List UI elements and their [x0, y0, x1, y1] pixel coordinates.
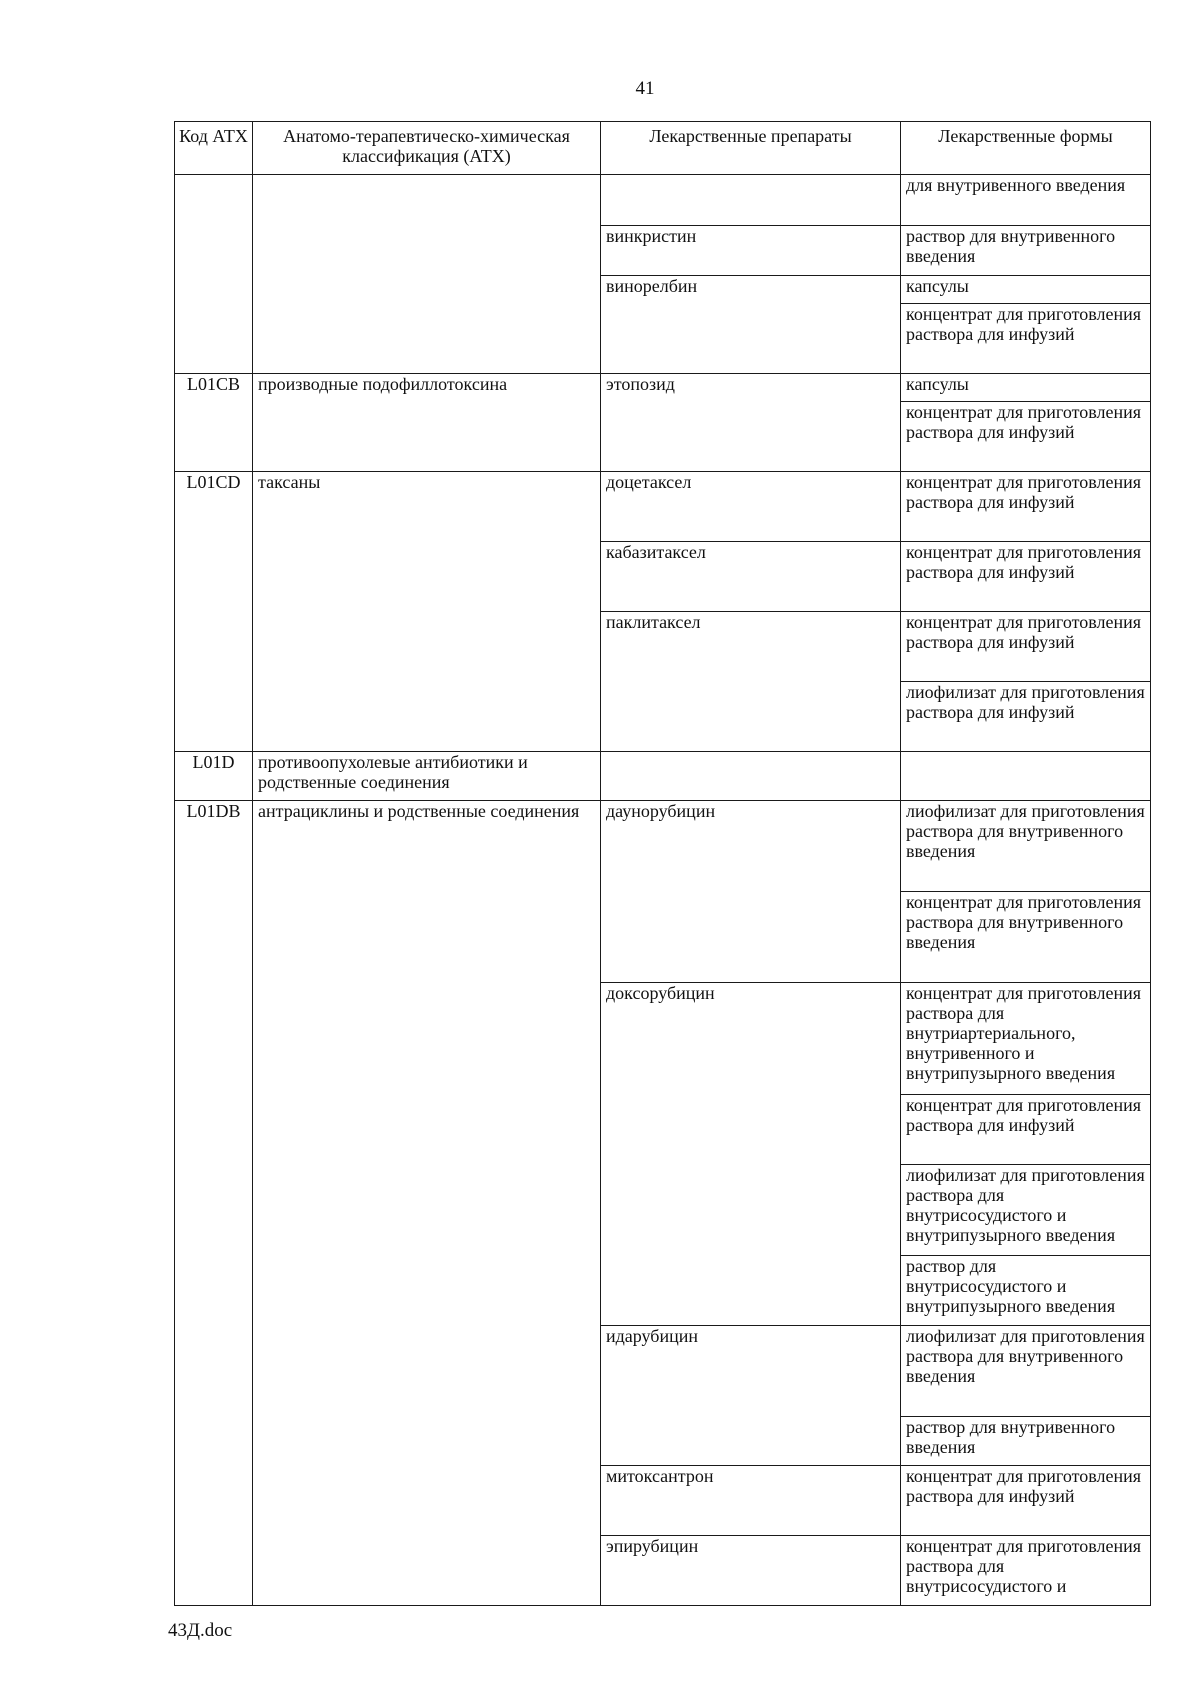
cell-drug: паклитаксел [601, 612, 901, 752]
header-code: Код АТХ [175, 122, 253, 175]
cell-form: концентрат для приготовления раствора для инфузий [901, 402, 1151, 472]
cell-classification: противоопухолевые антибиотики и родственные соединения [253, 752, 601, 801]
cell-drug: винкристин [601, 226, 901, 276]
header-forms: Лекарственные формы [901, 122, 1151, 175]
atx-table [174, 121, 1151, 1606]
cell-form: раствор для внутривенного введения [901, 226, 1151, 276]
cell-drug: идарубицин [601, 1326, 901, 1466]
table-row [175, 752, 1151, 801]
cell-form: капсулы [901, 276, 1151, 304]
cell-form: концентрат для приготовления раствора для инфузий [901, 542, 1151, 612]
cell-drug: доксорубицин [601, 983, 901, 1326]
cell-form: концентрат для приготовления раствора для инфузий [901, 472, 1151, 542]
cell-form: лиофилизат для приготовления раствора для внутривенного введения [901, 801, 1151, 892]
table-row [175, 374, 1151, 402]
cell-drug: доцетаксел [601, 472, 901, 542]
cell-classification: антрациклины и родственные соединения [253, 801, 601, 1606]
page-number: 41 [635, 78, 655, 99]
cell-drug: митоксантрон [601, 1466, 901, 1536]
cell-classification: производные подофиллотоксина [253, 374, 601, 472]
footer-filename: 43Д.doc [168, 1620, 233, 1641]
cell-form: раствор для внутривенного введения [901, 1417, 1151, 1466]
table-row [175, 175, 1151, 226]
cell-form: лиофилизат для приготовления раствора для инфузий [901, 682, 1151, 752]
cell-form: концентрат для приготовления раствора для внутривенного введения [901, 892, 1151, 983]
cell-drug [601, 175, 901, 226]
cell-form: концентрат для приготовления раствора для инфузий [901, 612, 1151, 682]
table-header-row [175, 122, 1151, 175]
header-drugs: Лекарственные препараты [601, 122, 901, 175]
table-row [175, 472, 1151, 542]
cell-drug: винорелбин [601, 276, 901, 374]
cell-form: лиофилизат для приготовления раствора для внутрисосудистого и внутрипузырного введения [901, 1165, 1151, 1256]
cell-drug: этопозид [601, 374, 901, 472]
header-classification: Анатомо-терапевтическо-химическая классификация (АТХ) [253, 122, 601, 175]
cell-form: для внутривенного введения [901, 175, 1151, 226]
cell-form: концентрат для приготовления раствора для инфузий [901, 1095, 1151, 1165]
cell-form: концентрат для приготовления раствора для инфузий [901, 304, 1151, 374]
cell-code: L01CB [175, 374, 253, 472]
cell-form: лиофилизат для приготовления раствора для внутривенного введения [901, 1326, 1151, 1417]
cell-code [175, 175, 253, 374]
cell-classification: таксаны [253, 472, 601, 752]
cell-drug [601, 752, 901, 801]
cell-code: L01CD [175, 472, 253, 752]
cell-classification [253, 175, 601, 374]
cell-form: концентрат для приготовления раствора для внутрисосудистого и [901, 1536, 1151, 1606]
cell-form: концентрат для приготовления раствора для внутриартериального, внутривенного и внутрипузырного введения [901, 983, 1151, 1095]
table-row [175, 801, 1151, 892]
cell-code: L01DB [175, 801, 253, 1606]
cell-drug: эпирубицин [601, 1536, 901, 1606]
cell-form: раствор для внутрисосудистого и внутрипузырного введения [901, 1256, 1151, 1326]
cell-drug: даунорубицин [601, 801, 901, 983]
cell-form: концентрат для приготовления раствора для инфузий [901, 1466, 1151, 1536]
cell-form: капсулы [901, 374, 1151, 402]
cell-drug: кабазитаксел [601, 542, 901, 612]
cell-form [901, 752, 1151, 801]
cell-code: L01D [175, 752, 253, 801]
